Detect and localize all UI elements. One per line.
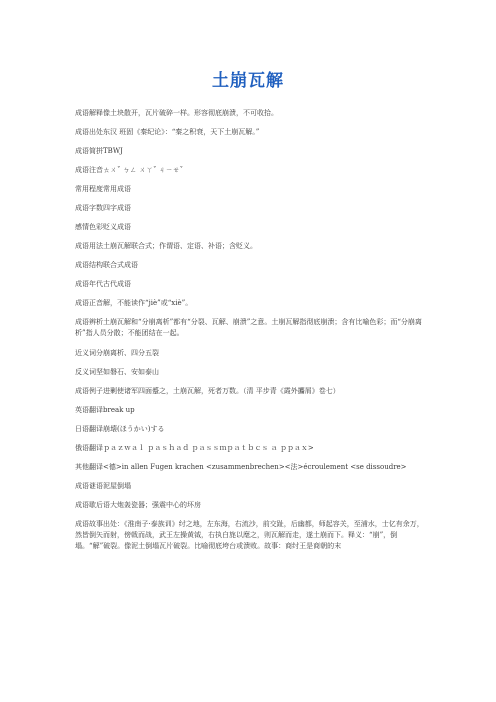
english-translation-line: 英语翻译break up: [75, 406, 135, 414]
xiehouyu-line: 成语歇后语大炮轰瓷器；强震中心的坏房: [75, 501, 201, 509]
structure-line: 成语结构联合式成语: [75, 261, 138, 269]
sentiment-line: 感情色彩贬义成语: [75, 223, 131, 231]
synonyms-line: 近义词分崩离析、四分五裂: [75, 349, 159, 357]
japanese-translation-line: 日语翻译崩壊(ほうかい)する: [75, 425, 165, 433]
source-line: 成语出处东汉 班固《秦纪论》：“秦之积衰，天下土崩瓦解。”: [75, 128, 260, 136]
zhuyin-line: 成语注音ㄊㄨˇ ㄅㄥ ㄨㄚˇ ㄐㄧㄝˇ: [75, 166, 184, 174]
comparison-line: 成语辨析土崩瓦解和“分崩离析”都有“分裂、瓦解、崩溃”之意。土崩瓦解指彻底崩溃；含有比喻色彩；而“分崩离析”指人员分散；不能团结在一起。: [75, 318, 422, 337]
antonyms-line: 反义词坚如磐石、安如泰山: [75, 368, 159, 376]
page-title: 土崩瓦解: [212, 71, 284, 91]
example-line: 成语例子进剿使诸军四面蹙之，土崩瓦解，死者万数。（清 平步青《霞外攟屑》卷七）: [75, 387, 340, 395]
definition-line: 成语解释像土块散开，瓦片破碎一样。形容彻底崩溃，不可收拾。: [75, 109, 278, 117]
entry-list: [75, 108, 425, 561]
usage-line: 成语用法土崩瓦解联合式；作谓语、定语、补语；含贬义。: [75, 242, 257, 250]
abbreviation-line: 成语简拼TBWJ: [75, 147, 123, 155]
other-translations-line: 其他翻译<德>in allen Fugen krachen <zusammenbrechen><法>écroulement <se dissoudre>: [75, 463, 407, 471]
era-line: 成语年代古代成语: [75, 280, 131, 288]
pronunciation-note-line: 成语正音解，不能读作“jiè”或“xiè”。: [75, 299, 193, 307]
russian-translation-line: 俄语翻译ｐａｚｗａｌ ｐａｓｈａｄ ｐａｓｓｍｐａｔｂｃｓ ａ ｐｐａｘ>: [75, 444, 314, 452]
story-line: 成语故事出处：《淮南子·泰族训》纣之地，左东海，右流沙，前交趾，后幽都，师起容关，至浦水，士亿有余万，然皆倒矢而射，傍戟而战，武王左操黄钺，右执白旄以麾之，则瓦解而走，遂土崩而下。释义：“崩”，倒塌。“解”破裂。像泥土倒塌瓦片破裂。比喻彻底垮台或溃败。故事：商纣王是商朝的末: [75, 520, 424, 550]
usage-frequency-line: 常用程度常用成语: [75, 185, 131, 193]
riddle-line: 成语谜语泥屋倒塌: [75, 482, 131, 490]
word-count-line: 成语字数四字成语: [75, 204, 131, 212]
